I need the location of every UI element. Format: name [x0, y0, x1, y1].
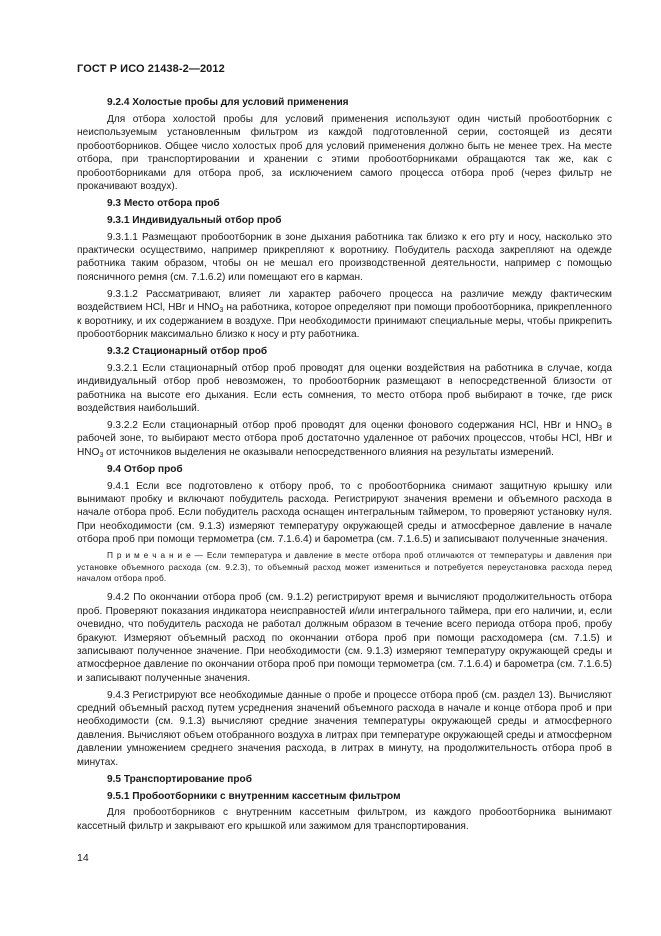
note-paragraph: П р и м е ч а н и е — Если температура и давление в месте отбора проб отличаются от температуры и давления при установке объемного расхода (см. 9.2.3), то объемный расход может измениться и потребуется переустановка расхода перед началом отбора проб. [77, 550, 612, 583]
paragraph: Для пробоотборников с внутренним кассетным фильтром, из каждого пробоотборника вынимают кассетный фильтр и закрывают его крышкой или зажимом для транспортирования. [77, 807, 612, 832]
section-heading: 9.3.1 Индивидуальный отбор проб [107, 214, 282, 226]
paragraph: 9.3.1.2 Рассматривают, влияет ли характер рабочего процесса на различие между фактическим воздействием HCl, HBr и $HNO_3$ на работника, которое определяют при помощи пробоотборника, прикрепленного к воротнику, и их содержанием в воздухе. При необходимости принимают специальные меры, чтобы прикрепить пробоотборник максимально близко к носу и рту работника. [77, 288, 612, 340]
paragraph: 9.3.2.2 Если стационарный отбор проб проводят для оценки фонового содержания HCl, HBr и $HNO_3$ в рабочей зоне, то выбирают место отбора проб достаточно удаленное от рабочих процессов, чтобы HCl, HBr и $HNO_3$ от источников выделения не оказывали непосредственного влияния на результаты измерений. [77, 419, 613, 459]
section-heading: 9.3.2 Стационарный отбор проб [107, 345, 268, 357]
paragraph: 9.4.2 По окончании отбора проб (см. 9.1.2) регистрируют время и вычисляют продолжительность отбора проб. Проверяют показания индикатора неисправностей и/или интегрального таймера, при его наличии, и, если очевидно, что побудитель расхода не работал должным образом в течение всего периода отбора проб, пробу бракуют. Измеряют объемный расход по окончании отбора проб при помощи расходомера (см. 7.1.5) и записывают полученное значение. При необходимости (см. 9.1.3) измеряют температуру окружающей среды и атмосферное давление по окончании отбора проб при помощи термометра (см. 7.1.6.4) и барометра (см. 7.1.6.5) и записывают полученные значения. [77, 592, 612, 684]
section-heading: 9.5.1 Пробоотборники с внутренним кассетным фильтром [107, 790, 401, 802]
document-body [77, 96, 612, 837]
paragraph: Для отбора холостой пробы для условий применения используют один чистый пробоотборник с неиспользуемым установленным фильтром из каждой подготовленной серии, состоящей из десяти пробоотборников. Общее число холостых проб для условий применения должно быть не менее трех. На месте отбора, при транспортировании и хранении с этими пробоотборниками обращаются так же, как с пробоотборниками для отбора проб, за исключением самого процесса отбора проб (через фильтр не прокачивают воздух). [77, 113, 612, 192]
paragraph: 9.3.1.1 Размещают пробоотборник в зоне дыхания работника так близко к его рту и носу, насколько это практически осуществимо, например прикрепляют к воротнику. Побудитель расхода закрепляют на одежде работника таким образом, чтобы он не мешал его производственной деятельности, например с помощью поясничного ремня (см. 7.1.6.2) или помещают его в карман. [77, 231, 612, 283]
document-header: ГОСТ Р ИСО 21438-2—2012 [77, 63, 225, 75]
paragraph: 9.3.2.1 Если стационарный отбор проб проводят для оценки воздействия на работника в случае, когда индивидуальный отбор проб невозможен, то пробоотборник размещают в непосредственной близости от работника на высоте его дыхания. Если есть сомнения, то место отбора проб выбирают в точке, где риск воздействия наибольший. [77, 362, 612, 415]
section-heading: 9.2.4 Холостые пробы для условий применения [107, 97, 349, 108]
paragraph: 9.4.1 Если все подготовлено к отбору проб, то с пробоотборника снимают защитную крышку или вынимают пробку и включают побудитель расхода. Регистрируют значения времени и объемного расхода в начале отбора проб. Если побудитель расхода оснащен интегральным таймером, то проверяют установку нуля. При необходимости (см. 9.1.3) измеряют температуру окружающей среды и атмосферное давление в начале отбора проб при помощи термометра (см. 7.1.6.4) и барометра (см. 7.1.6.5) и записывают полученные значения. [77, 480, 612, 546]
paragraph: 9.4.3 Регистрируют все необходимые данные о пробе и процессе отбора проб (см. раздел 13). Вычисляют средний объемный расход путем усреднения значений объемного расхода в начале и конце отбора проб и при необходимости (см. 9.1.3) вычисляют средние значения температуры окружающей среды и атмосферного давления. Вычисляют объем отобранного воздуха в литрах при температуре окружающей среды и атмосферном давлении умножением среднего значения расхода, в литрах в минуту, на продолжительность отбора проб в минутах. [77, 689, 612, 768]
page-number: 14 [77, 852, 89, 864]
section-heading: 9.4 Отбор проб [107, 463, 183, 475]
section-heading: 9.3 Место отбора проб [107, 197, 220, 209]
section-heading: 9.5 Транспортирование проб [107, 773, 252, 785]
